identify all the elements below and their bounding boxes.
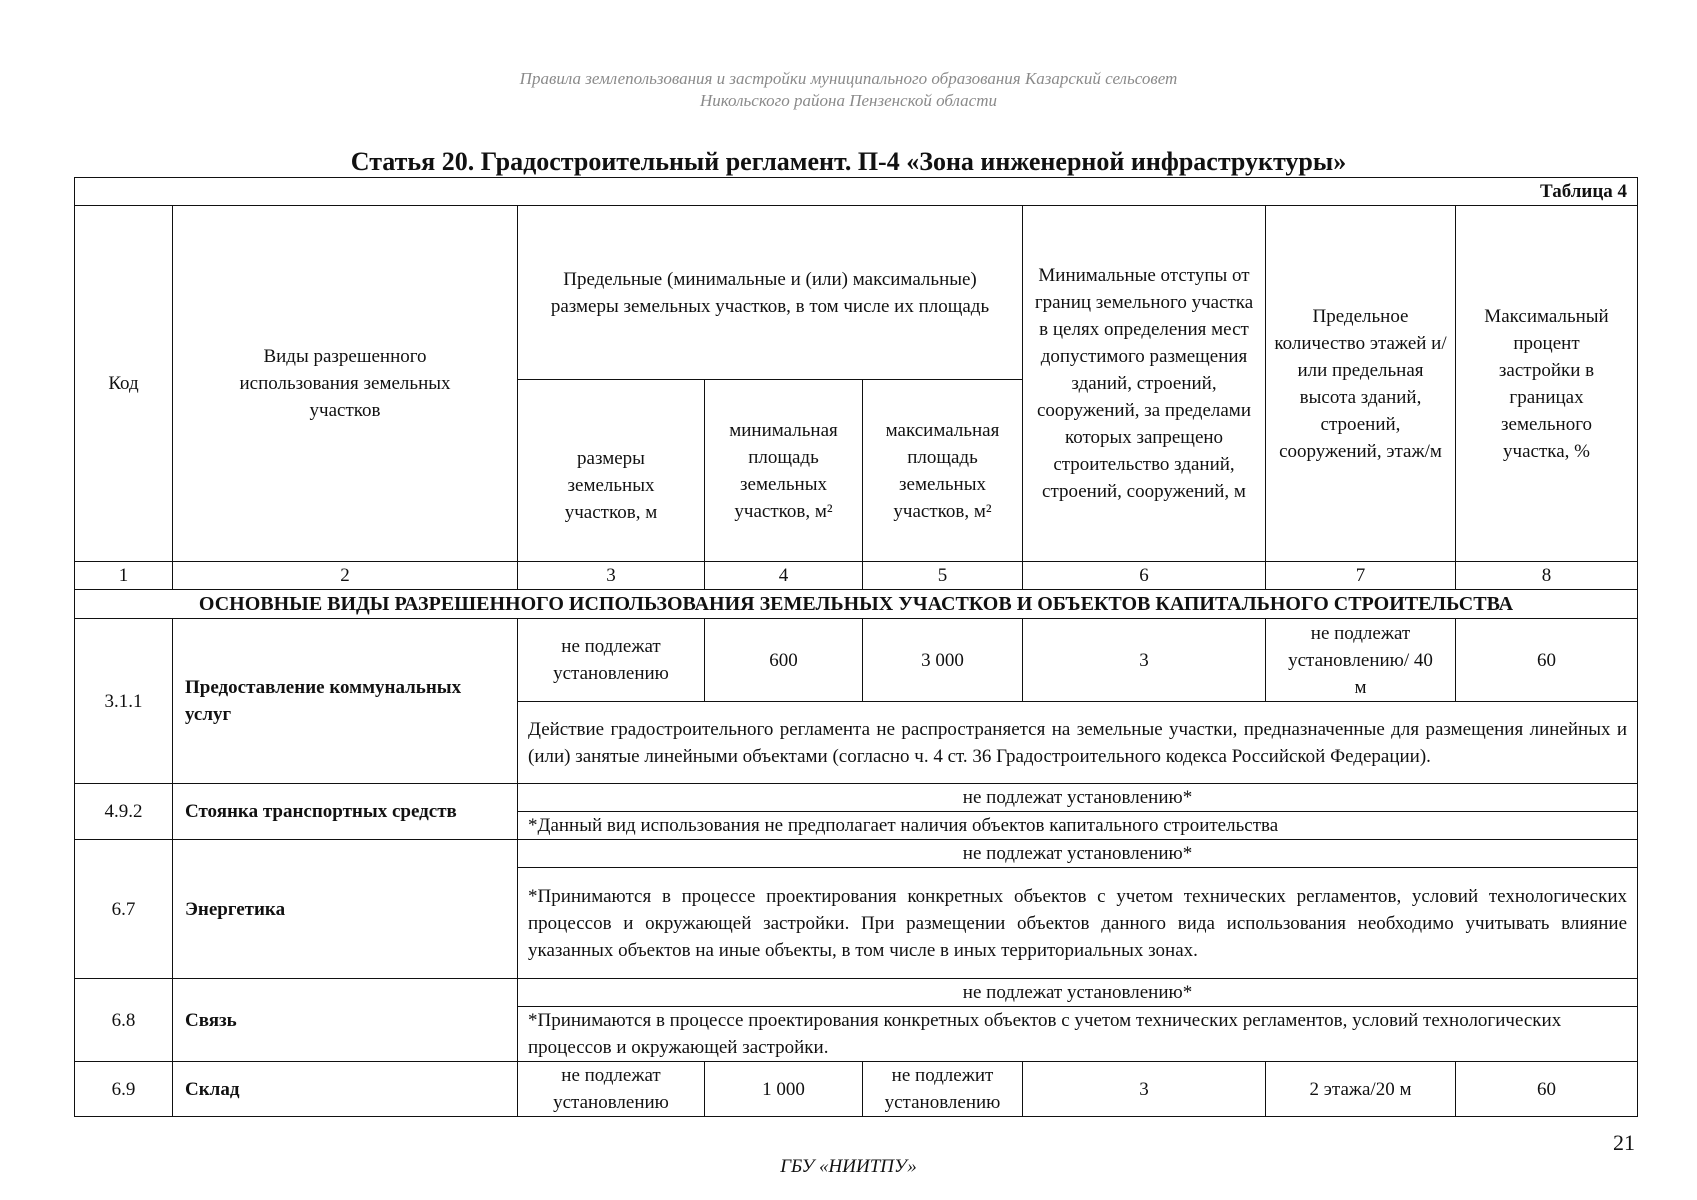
row-code: 6.7 — [75, 840, 173, 979]
header-setbacks: Минимальные отступы от границ земельного участка в целях определения мест допустимого размещения зданий, строений, сооружений, за пределами которых запрещено строительство зданий, строений, сооружений, м — [1023, 206, 1266, 562]
header-line-1: Правила землепользования и застройки муниципального образования Казарский сельсовет — [519, 69, 1178, 88]
header-line-2: Никольского района Пензенской области — [699, 91, 998, 110]
column-number-2: 2 — [173, 562, 518, 590]
row-use-name: Стоянка транспортных средств — [173, 784, 518, 840]
header-use-type: Виды разрешенного использования земельных участков — [173, 206, 518, 562]
row-note: *Принимаются в процессе проектирования конкретных объектов с учетом технических регламентов, условий технологических процессов и окружающей застройки. При размещении объектов данного вида использования необходимо учитывать влияние указанных объектов на иные объекты, в том числе в иных территориальных зонах. — [518, 868, 1638, 979]
column-number-5: 5 — [863, 562, 1023, 590]
row-sizes: не подлежат установлению — [518, 1062, 705, 1117]
regulation-table — [74, 177, 1638, 1117]
column-number-3: 3 — [518, 562, 705, 590]
header-sizes: размеры земельных участков, м — [518, 380, 705, 562]
column-number-8: 8 — [1456, 562, 1638, 590]
header-floors: Предельное количество этажей и/или предельная высота зданий, строений, сооружений, этаж/м — [1266, 206, 1456, 562]
row-use-name: Предоставление коммунальных услуг — [173, 619, 518, 784]
row-max-area: 3 000 — [863, 619, 1023, 702]
row-coverage: 60 — [1456, 619, 1638, 702]
page-number: 21 — [1613, 1130, 1635, 1155]
header-size-limits: Предельные (минимальные и (или) максимальные) размеры земельных участков, в том числе их площадь — [518, 206, 1023, 380]
row-note: Действие градостроительного регламента не распространяется на земельные участки, предназначенные для размещения линейных и (или) занятые линейными объектами (согласно ч. 4 ст. 36 Градостроительного кодекса Российской Федерации). — [518, 702, 1638, 784]
row-max-area: не подлежит установлению — [863, 1062, 1023, 1117]
row-value: не подлежат установлению* — [518, 784, 1638, 812]
column-number-6: 6 — [1023, 562, 1266, 590]
article-title: Статья 20. Градостроительный регламент. П-4 «Зона инженерной инфраструктуры» — [350, 147, 1347, 176]
row-coverage: 60 — [1456, 1062, 1638, 1117]
column-number-1: 1 — [75, 562, 173, 590]
row-setback: 3 — [1023, 1062, 1266, 1117]
row-min-area: 1 000 — [705, 1062, 863, 1117]
footer-organization: ГБУ «НИИТПУ» — [780, 1156, 917, 1177]
row-value: не подлежат установлению* — [518, 979, 1638, 1007]
row-note: *Данный вид использования не предполагает наличия объектов капитального строительства — [518, 812, 1638, 840]
row-code: 6.8 — [75, 979, 173, 1062]
row-sizes: не подлежат установлению — [518, 619, 705, 702]
table-row — [75, 840, 1638, 868]
header-coverage: Максимальный процент застройки в границах земельного участка, % — [1456, 206, 1638, 562]
section-title: ОСНОВНЫЕ ВИДЫ РАЗРЕШЕННОГО ИСПОЛЬЗОВАНИЯ ЗЕМЕЛЬНЫХ УЧАСТКОВ И ОБЪЕКТОВ КАПИТАЛЬНОГО СТРОИТЕЛЬСТВА — [75, 590, 1638, 619]
table-row — [75, 979, 1638, 1007]
table-label: Таблица 4 — [75, 178, 1638, 206]
document-header — [0, 68, 1697, 112]
row-code: 6.9 — [75, 1062, 173, 1117]
table-row — [75, 1062, 1638, 1117]
header-max-area: максимальная площадь земельных участков, м² — [863, 380, 1023, 562]
row-value: не подлежат установлению* — [518, 840, 1638, 868]
row-use-name: Энергетика — [173, 840, 518, 979]
row-use-name: Связь — [173, 979, 518, 1062]
row-use-name: Склад — [173, 1062, 518, 1117]
column-number-4: 4 — [705, 562, 863, 590]
table-row — [75, 619, 1638, 702]
row-note: *Принимаются в процессе проектирования конкретных объектов с учетом технических регламентов, условий технологических процессов и окружающей застройки. — [518, 1007, 1638, 1062]
column-number-7: 7 — [1266, 562, 1456, 590]
row-setback: 3 — [1023, 619, 1266, 702]
table-row — [75, 784, 1638, 812]
header-min-area: минимальная площадь земельных участков, м² — [705, 380, 863, 562]
row-code: 4.9.2 — [75, 784, 173, 840]
row-code: 3.1.1 — [75, 619, 173, 784]
row-floors: 2 этажа/20 м — [1266, 1062, 1456, 1117]
row-floors: не подлежат установлению/ 40 м — [1266, 619, 1456, 702]
header-code: Код — [75, 206, 173, 562]
row-min-area: 600 — [705, 619, 863, 702]
